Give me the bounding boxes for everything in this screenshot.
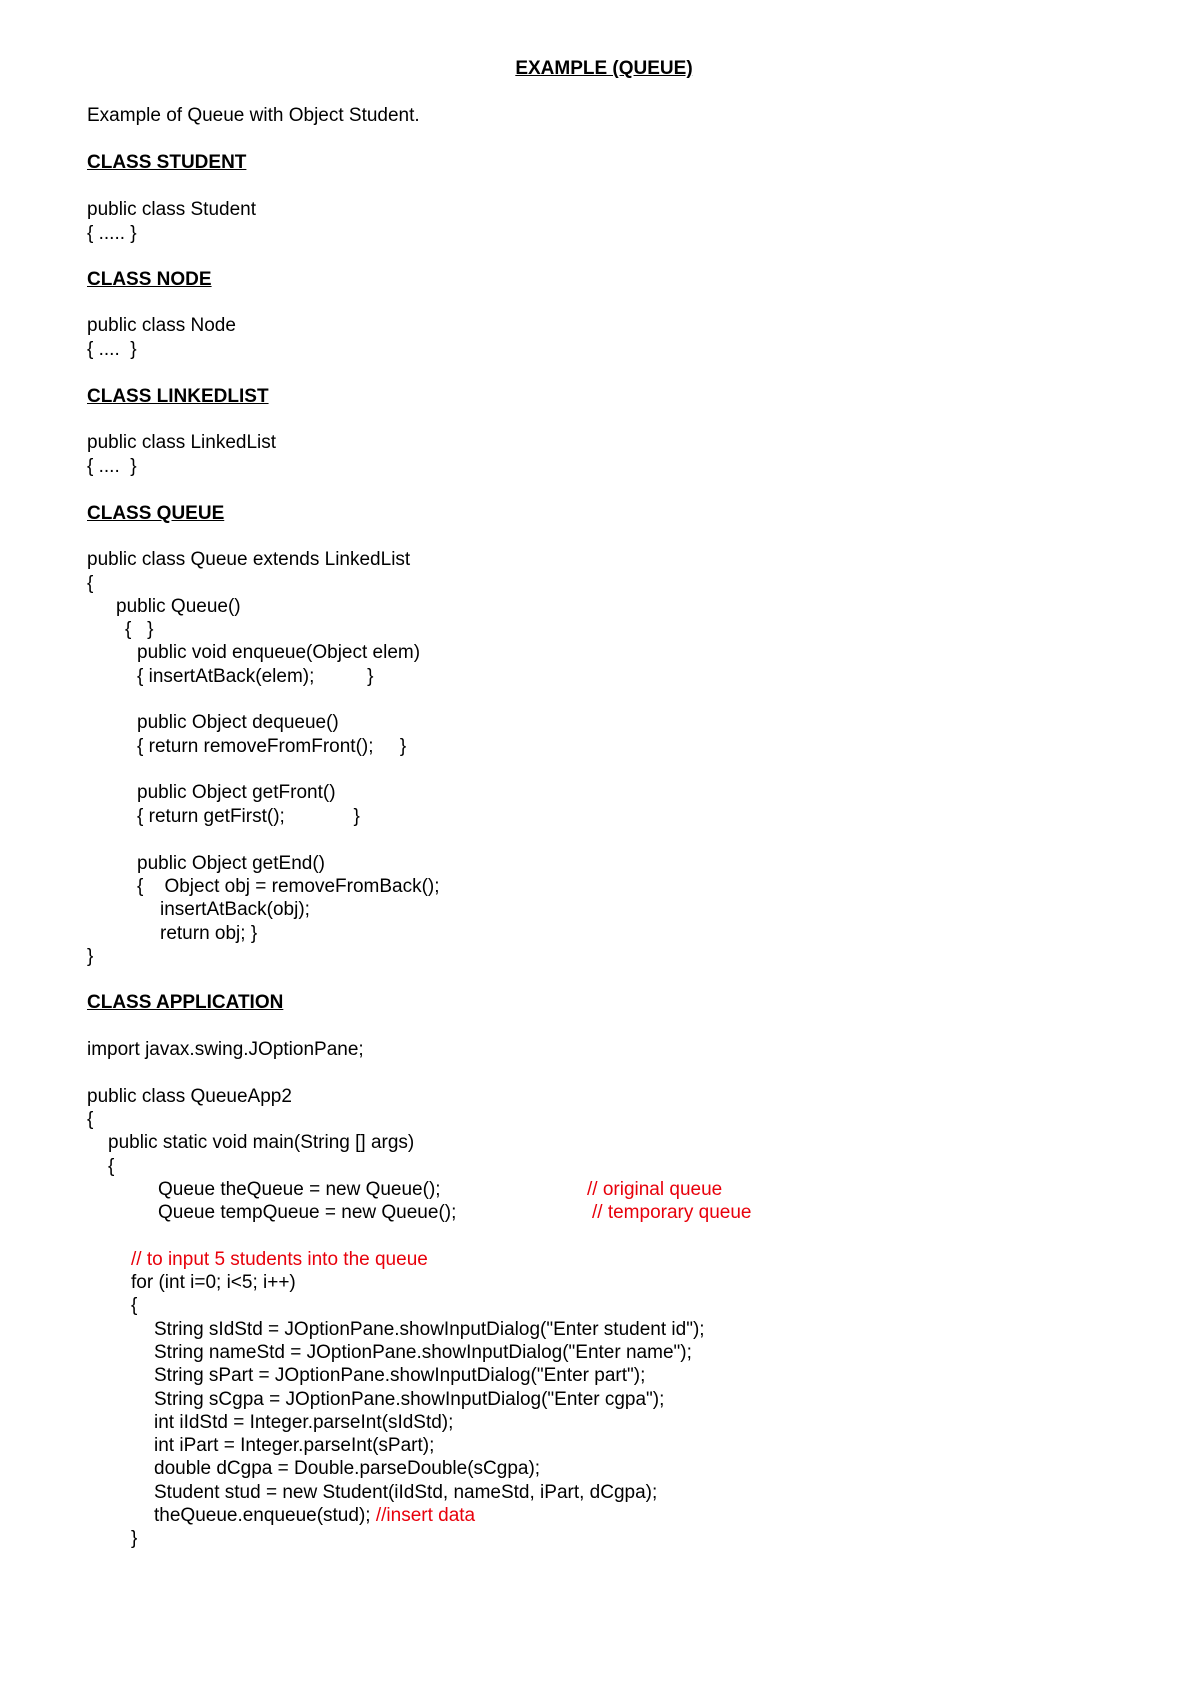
code-line: String nameStd = JOptionPane.showInputDialog("Enter name"); <box>154 1342 692 1363</box>
code-line: { <box>87 573 94 594</box>
code-line: } <box>131 1528 138 1549</box>
code-line: { .... } <box>87 456 137 477</box>
code-line: Student stud = new Student(iIdStd, nameStd, iPart, dCgpa); <box>154 1482 658 1503</box>
code-line: { ..... } <box>87 223 137 244</box>
code-line-enqueue <box>154 1504 475 1527</box>
code-line: { insertAtBack(elem); } <box>137 666 374 687</box>
code-line: String sPart = JOptionPane.showInputDialog("Enter part"); <box>154 1365 646 1386</box>
code-line: int iPart = Integer.parseInt(sPart); <box>154 1435 435 1456</box>
code-line: { <box>131 1295 138 1316</box>
code-line: public Object getEnd() <box>137 853 325 874</box>
code-line: public class Node <box>87 315 236 336</box>
code-line: public class LinkedList <box>87 432 277 453</box>
code-line: return obj; } <box>160 923 258 944</box>
code-line: public Queue() <box>116 596 241 617</box>
heading-class-node: CLASS NODE <box>87 269 212 290</box>
code-line: public void enqueue(Object elem) <box>137 642 421 663</box>
comment-temporary-queue: // temporary queue <box>592 1202 752 1223</box>
code-line: Queue tempQueue = new Queue(); <box>158 1202 457 1223</box>
code-line: public static void main(String [] args) <box>108 1132 415 1153</box>
code-line: { return getFirst(); } <box>137 806 360 827</box>
code-line: } <box>87 946 94 967</box>
heading-class-queue: CLASS QUEUE <box>87 503 225 524</box>
code-line: public Object dequeue() <box>137 712 339 733</box>
code-line: import javax.swing.JOptionPane; <box>87 1039 364 1060</box>
code-line: String sIdStd = JOptionPane.showInputDialog("Enter student id"); <box>154 1319 705 1340</box>
comment-input-students: // to input 5 students into the queue <box>131 1249 428 1270</box>
heading-class-student: CLASS STUDENT <box>87 152 247 173</box>
code-line: { Object obj = removeFromBack(); <box>137 876 440 897</box>
code-line: { return removeFromFront(); } <box>137 736 407 757</box>
code-line: int iIdStd = Integer.parseInt(sIdStd); <box>154 1412 454 1433</box>
code-line: public class QueueApp2 <box>87 1086 292 1107</box>
heading-class-application: CLASS APPLICATION <box>87 992 284 1013</box>
comment-original-queue: // original queue <box>587 1179 723 1200</box>
code-line: String sCgpa = JOptionPane.showInputDialog("Enter cgpa"); <box>154 1389 665 1410</box>
code-line: public class Queue extends LinkedList <box>87 549 411 570</box>
code-line: { } <box>125 619 154 640</box>
code-line: { <box>108 1156 115 1177</box>
code-line: { .... } <box>87 339 137 360</box>
intro-text: Example of Queue with Object Student. <box>87 105 420 126</box>
code-line: public class Student <box>87 199 256 220</box>
code-line: insertAtBack(obj); <box>160 899 310 920</box>
heading-class-linkedlist: CLASS LINKEDLIST <box>87 386 269 407</box>
code-line: Queue theQueue = new Queue(); <box>158 1179 441 1200</box>
code-line: for (int i=0; i<5; i++) <box>131 1272 296 1293</box>
code-line: double dCgpa = Double.parseDouble(sCgpa); <box>154 1458 541 1479</box>
code-line: public Object getFront() <box>137 782 336 803</box>
code-text: theQueue.enqueue(stud); <box>154 1505 376 1526</box>
comment-insert-data: //insert data <box>375 1505 476 1526</box>
code-line: { <box>87 1109 94 1130</box>
page-title: EXAMPLE (QUEUE) <box>515 58 693 79</box>
